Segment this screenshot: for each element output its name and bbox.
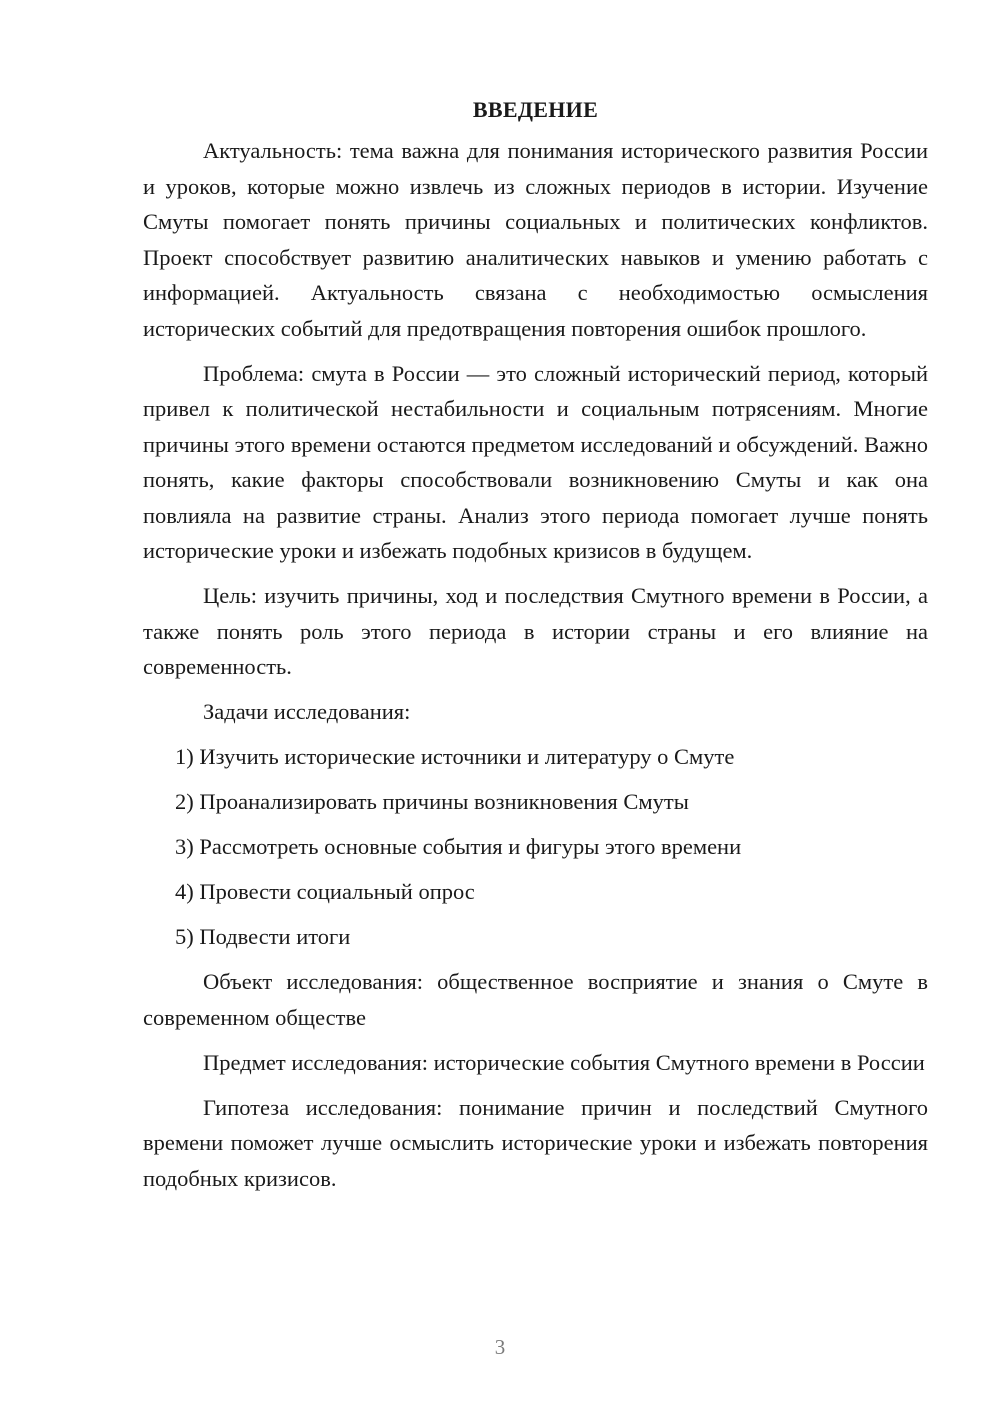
- tasks-heading: Задачи исследования:: [203, 699, 411, 724]
- goal-paragraph: Цель: изучить причины, ход и последствия Смутного времени в России, а также понять роль этого периода в истории страны и его влияние на современность.: [143, 583, 928, 679]
- section-title: ВВЕДЕНИЕ: [472, 97, 599, 122]
- relevance-paragraph: Актуальность: тема важна для понимания исторического развития России и уроков, которые можно извлечь из сложных периодов в истории. Изучение Смуты помогает понять причины социальных и политических конфликтов. Проект способствует развитию аналитических навыков и умению работать с информацией. Актуальность связана с необходимостью осмысления исторических событий для предотвращения повторения ошибок прошлого.: [143, 138, 928, 341]
- problem-paragraph: Проблема: смута в России — это сложный исторический период, который привел к политической нестабильности и социальным потрясениям. Многие причины этого времени остаются предметом исследований и обсуждений. Важно понять, какие факторы способствовали возникновению Смуты и как она повлияла на развитие страны. Анализ этого периода помогает лучше понять исторические уроки и избежать подобных кризисов в будущем.: [143, 360, 928, 563]
- task-item: 4) Провести социальный опрос: [175, 879, 475, 904]
- task-item: 1) Изучить исторические источники и литературу о Смуте: [175, 744, 735, 769]
- task-item: 2) Проанализировать причины возникновения Смуты: [175, 789, 689, 814]
- subject-paragraph: Предмет исследования: исторические события Смутного времени в России: [203, 1049, 925, 1075]
- object-paragraph: Объект исследования: общественное восприятие и знания о Смуте в современном обществе: [143, 969, 928, 1030]
- task-item: 5) Подвести итоги: [175, 924, 351, 949]
- task-item: 3) Рассмотреть основные события и фигуры этого времени: [175, 834, 742, 859]
- hypothesis-paragraph: Гипотеза исследования: понимание причин и последствий Смутного времени поможет лучше осмыслить исторические уроки и избежать повторения подобных кризисов.: [143, 1094, 928, 1191]
- tasks-list: [143, 739, 928, 955]
- document-page: [143, 92, 928, 1206]
- page-number: 3: [494, 1335, 506, 1359]
